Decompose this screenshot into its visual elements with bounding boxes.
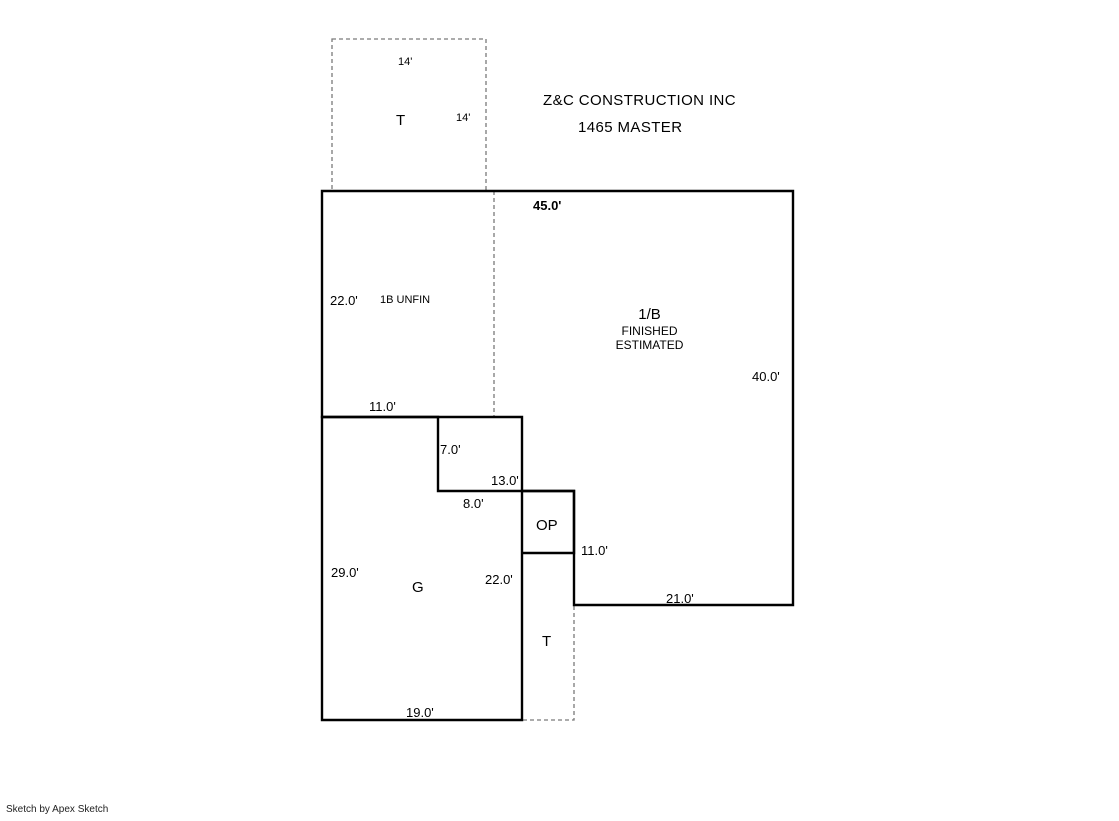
room-label-lower-porch: T (542, 633, 552, 650)
company-title: Z&C CONSTRUCTION INC (543, 92, 736, 109)
room-label-basement-unfin: 1B UNFIN (380, 294, 431, 306)
room-label-top-porch: T (396, 112, 406, 129)
dimension-right-height: 40.0' (752, 369, 780, 384)
room-label-open-porch: OP (536, 517, 558, 534)
dimension-garage-right-height: 22.0' (485, 572, 513, 587)
footer-credit: Sketch by Apex Sketch (6, 804, 109, 815)
dimension-top-height: 14' (456, 112, 471, 124)
dimension-garage-left-height: 29.0' (331, 565, 359, 580)
room-label-basement-finished (612, 306, 687, 352)
room-label-line-2: FINISHED (621, 324, 678, 338)
address-title: 1465 MASTER (578, 119, 683, 136)
dimension-op-height: 11.0' (581, 543, 608, 558)
dimension-bottom-right-width: 21.0' (666, 591, 694, 606)
room-label-line-3: ESTIMATED (615, 338, 684, 352)
dimension-porch-top-width: 13.0' (491, 473, 519, 488)
room-label-garage: G (412, 579, 424, 596)
dimension-unfin-bottom-width: 11.0' (369, 399, 396, 414)
dimension-main-top-width: 45.0' (533, 198, 562, 213)
main-structure-outline (322, 191, 793, 605)
dimension-top-width: 14' (398, 56, 413, 68)
dimension-step-width: 8.0' (463, 496, 484, 511)
room-label-line-1: 1/B (638, 306, 661, 323)
dimension-step-height: 7.0' (440, 442, 461, 457)
dimension-garage-bottom-width: 19.0' (406, 705, 434, 720)
dimension-unfin-height: 22.0' (330, 293, 358, 308)
